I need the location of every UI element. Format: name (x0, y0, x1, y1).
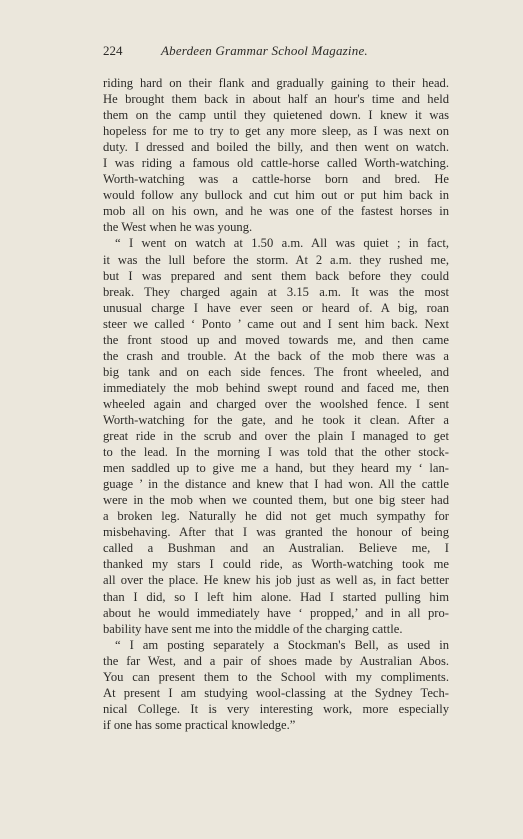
text-line: about he would immediately have ‘ propped,’ and in all pro- (103, 605, 449, 620)
text-line: it was the lull before the storm. At 2 a.m. they rushed me, (103, 252, 449, 267)
text-line: would follow any bullock and cut him out or put him back in (103, 188, 449, 203)
text-line: thanked my stars I could ride, as Worth-watching took me (103, 557, 449, 572)
text-line: nical College. It is very interesting work, more especially (103, 701, 449, 716)
text-line: the far West, and a pair of shoes made by Australian Abos. (103, 653, 449, 668)
text-line: break. They charged again at 3.15 a.m. It was the most (103, 284, 449, 299)
text-line: immediately the mob behind swept round and faced me, then (103, 380, 449, 395)
text-line: He brought them back in about half an hour's time and held (103, 92, 449, 107)
text-line: duty. I dressed and boiled the billy, and then went on watch. (103, 140, 449, 155)
text-line: wheeled again and charged over the woolshed fence. I sent (103, 396, 449, 411)
page-number: 224 (103, 43, 123, 58)
text-line: all over the place. He knew his job just as well as, in fact better (103, 573, 449, 588)
text-line: them on the camp until they quietened down. I knew it was (103, 108, 449, 123)
text-line: steer we called ‘ Ponto ’ came out and I sent him back. Next (103, 316, 449, 331)
text-line: hopeless for me to try to get any more sleep, as I was next on (103, 124, 449, 139)
text-line: but I was prepared and sent them back before they could (103, 268, 449, 283)
body-text (103, 75, 449, 733)
text-line: I was riding a famous old cattle-horse called Worth-watching. (103, 156, 449, 171)
text-line: Worth-watching for the gate, and he took it clean. After a (103, 412, 449, 427)
text-line: called a Bushman and an Australian. Believe me, I (103, 541, 449, 556)
text-line: the crash and trouble. At the back of the mob there was a (103, 348, 449, 363)
text-line: Worth-watching was a cattle-horse born and bred. He (103, 172, 449, 187)
text-line: mob all on his own, and he was one of the fastest horses in (103, 204, 449, 219)
text-line: bability have sent me into the middle of the charging cattle. (103, 621, 403, 636)
text-line: men saddled up to give me a hand, but they heard my ‘ lan- (103, 461, 449, 476)
text-line: “ I am posting separately a Stockman's Bell, as used in (115, 637, 449, 652)
running-head (103, 43, 433, 59)
text-line: a broken leg. Naturally he did not get much sympathy for (103, 509, 449, 524)
text-line: unusual charge I have ever seen or heard of. A big, roan (103, 300, 449, 315)
text-line: the front stood up and moved towards me, and then came (103, 332, 449, 347)
text-line: to the lead. In the morning I was told that the other stock- (103, 445, 449, 460)
text-line: than I did, so I left him alone. Had I started pulling him (103, 589, 449, 604)
journal-title: Aberdeen Grammar School Magazine. (161, 43, 368, 58)
text-line: You can present them to the School with my compliments. (103, 669, 449, 684)
text-line: big tank and on each side fences. The front wheeled, and (103, 364, 449, 379)
text-line: “ I went on watch at 1.50 a.m. All was quiet ; in fact, (115, 236, 449, 251)
text-line: guage ’ in the distance and knew that I had won. All the cattle (103, 477, 449, 492)
text-line: the West when he was young. (103, 220, 253, 235)
text-line: if one has some practical knowledge.” (103, 717, 296, 732)
text-line: At present I am studying wool-classing at the Sydney Tech- (103, 685, 449, 700)
text-line: riding hard on their flank and gradually gaining to their head. (103, 76, 449, 90)
text-line: great ride in the scrub and over the plain I managed to get (103, 429, 449, 444)
text-line: misbehaving. After that I was granted the honour of being (103, 525, 449, 540)
text-line: were in the mob when we counted them, but one big steer had (103, 493, 449, 508)
